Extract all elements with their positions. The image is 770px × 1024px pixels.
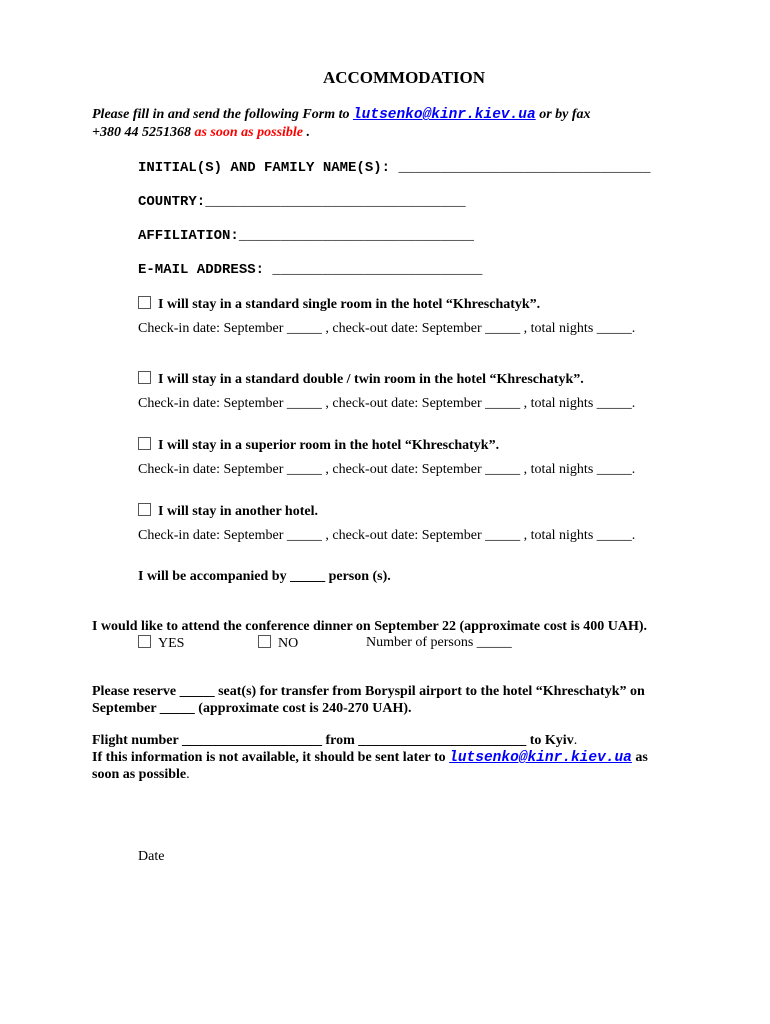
fax-number: +380 44 5251368	[92, 125, 195, 140]
flight-email-link[interactable]: lutsenko@kinr.kiev.ua	[449, 750, 632, 766]
single-room-dates[interactable]: Check-in date: September _____ , check-out date: September _____ , total nights _____.	[138, 321, 636, 336]
option-single-room	[138, 296, 540, 313]
yes-label: YES	[158, 636, 185, 651]
flight-line-2	[92, 750, 648, 766]
option-label: I will stay in a superior room in the hotel “Khreschatyk”.	[158, 438, 500, 453]
flight-line-1[interactable]	[92, 733, 577, 749]
affiliation-field[interactable]: AFFILIATION:____________________________	[138, 228, 475, 244]
flight-note-dot: .	[186, 767, 190, 782]
intro-fax-label: or by fax	[535, 107, 591, 122]
intro-end: .	[303, 125, 311, 140]
flight-note-text: If this information is not available, it should be sent later to	[92, 750, 450, 765]
another-hotel-checkbox[interactable]	[138, 503, 151, 516]
flight-note-text-2: soon as possible	[92, 767, 187, 782]
no-label: NO	[278, 636, 299, 651]
option-superior-room	[138, 437, 499, 454]
flight-note-end: as	[631, 750, 648, 765]
contact-email-link[interactable]: lutsenko@kinr.kiev.ua	[352, 107, 536, 123]
single-room-checkbox[interactable]	[138, 296, 151, 309]
flight-dot: .	[573, 733, 578, 748]
accompanied-field[interactable]: I will be accompanied by _____ person (s).	[138, 569, 391, 584]
dinner-no-checkbox[interactable]	[258, 635, 271, 648]
dinner-no-option	[258, 635, 298, 652]
flight-number-text: Flight number ____________________ from ________________________ to Kyiv	[92, 733, 574, 748]
option-label: I will stay in a standard single room in the hotel “Khreschatyk”.	[158, 297, 541, 312]
flight-line-3	[92, 767, 190, 783]
transfer-line-1[interactable]: Please reserve _____ seat(s) for transfer from Boryspil airport to the hotel “Khreschatyk” on	[92, 684, 645, 699]
page-title: ACCOMMODATION	[322, 68, 486, 87]
superior-room-checkbox[interactable]	[138, 437, 151, 450]
dinner-persons-field[interactable]: Number of persons _____	[366, 635, 512, 650]
double-room-dates[interactable]: Check-in date: September _____ , check-out date: September _____ , total nights _____.	[138, 396, 636, 411]
intro-text: Please fill in and send the following Form to	[92, 107, 353, 122]
dinner-yes-checkbox[interactable]	[138, 635, 151, 648]
dinner-question: I would like to attend the conference dinner on September 22 (approximate cost is 400 UAH).	[92, 619, 648, 634]
transfer-line-2[interactable]: September _____ (approximate cost is 240-270 UAH).	[92, 701, 412, 716]
intro-line-1	[92, 107, 591, 123]
option-label: I will stay in another hotel.	[158, 504, 318, 519]
superior-room-dates[interactable]: Check-in date: September _____ , check-out date: September _____ , total nights _____.	[138, 462, 636, 477]
option-another-hotel	[138, 503, 318, 520]
intro-line-2	[92, 125, 310, 141]
email-address-field[interactable]: E-MAIL ADDRESS: _________________________	[138, 262, 483, 278]
option-label: I will stay in a standard double / twin room in the hotel “Khreschatyk”.	[158, 372, 584, 387]
urgency-note: as soon as possible	[194, 125, 304, 140]
dinner-yes-option	[138, 635, 184, 652]
country-field[interactable]: COUNTRY:_______________________________	[138, 194, 466, 210]
date-label: Date	[138, 849, 165, 864]
option-double-room	[138, 371, 584, 388]
another-hotel-dates[interactable]: Check-in date: September _____ , check-out date: September _____ , total nights _____.	[138, 528, 636, 543]
double-room-checkbox[interactable]	[138, 371, 151, 384]
name-field[interactable]: INITIAL(S) AND FAMILY NAME(S): ______________________________	[138, 160, 651, 176]
